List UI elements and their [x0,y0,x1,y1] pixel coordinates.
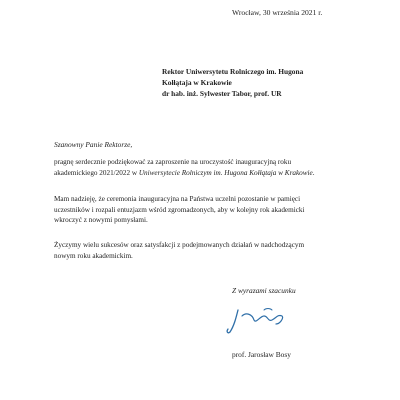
paragraph-wishes-line-2: nowym roku akademickim. [54,251,133,260]
paragraph-thanks-line-2 [54,168,349,179]
signer-name: prof. Jarosław Bosy [232,350,291,359]
paragraph-wishes [54,240,349,261]
salutation: Szanowny Panie Rektorze, [54,140,133,149]
signature-stroke [227,310,238,333]
paragraph-hope-line-3: wkroczyć z nowymi pomysłami. [54,216,148,224]
handwritten-signature [224,302,294,336]
signature-stroke [242,314,283,324]
recipient-line-1: Rektor Uniwersytetu Rolniczego im. Hugona [162,67,304,76]
paragraph-thanks [54,157,349,178]
letterhead-fragment [30,0,46,1]
recipient-line-3: dr hab. inż. Sylwester Tabor, prof. UR [162,89,282,98]
paragraph-hope-line-2: uczestników i rozpali entuzjazm wśród zgromadzonych, aby w kolejny rok akademicki [54,205,305,214]
paragraph-hope-line-1: Mam nadzieję, że ceremonia inauguracyjna na Państwa uczelni pozostanie w pamięci [54,195,301,203]
paragraph-thanks-line-2-suffix: . [312,168,315,177]
signature-stroke [264,309,272,311]
paragraph-wishes-line-1: Życzymy wielu sukcesów oraz satysfakcji z podejmowanych działań w nadchodzącym [54,241,305,249]
recipient-line-2: Kołłątaja w Krakowie [162,78,232,87]
recipient-block [162,66,303,99]
paragraph-thanks-line-1: pragnę serdecznie podziękować za zaproszenie na uroczystość inauguracyjną roku [54,158,292,166]
letter-date: Wrocław, 30 września 2021 r. [232,8,323,17]
paragraph-hope [54,194,349,226]
closing-phrase: Z wyrazami szacunku [232,286,296,295]
university-name-italic: Uniwersytecie Rolniczym im. Hugona Kołłątaja w Krakowie [138,168,313,177]
paragraph-thanks-line-2-prefix: akademickiego 2021/2022 w [54,168,139,177]
